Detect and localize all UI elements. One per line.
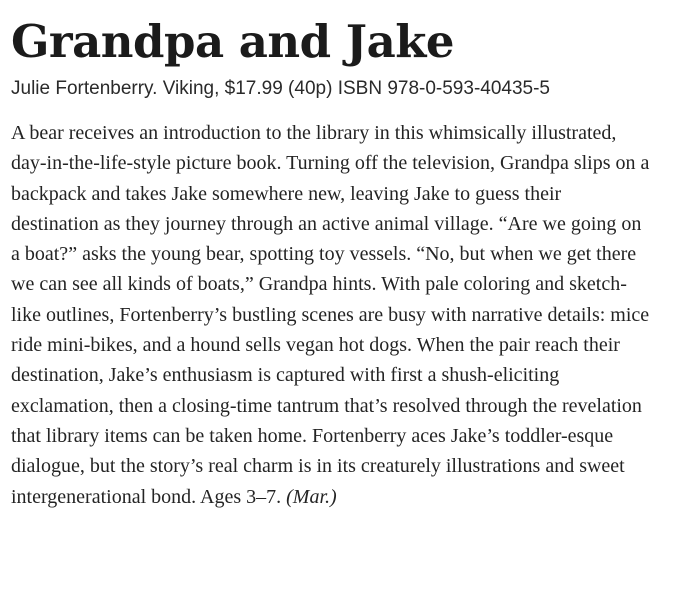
- book-review: [11, 0, 681, 512]
- issue-date: (Mar.): [286, 485, 337, 508]
- review-body: [11, 118, 651, 512]
- review-title: Grandpa and Jake: [11, 15, 455, 68]
- review-text: A bear receives an introduction to the library in this whimsically illustrated, day-in-the-life-style picture book. Turning off the television, Grandpa slips on a backpack and takes Jake somewhere new, leaving Jake to guess their destination as they journey through an active animal village. “Are we going on a boat?” asks the young bear, spotting toy vessels. “No, but when we get there we can see all kinds of boats,” Grandpa hints. With pale coloring and sketch-like outlines, Fortenberry’s bustling scenes are busy with narrative details: mice ride mini-bikes, and a hound sells vegan hot dogs. When the pair reach their destination, Jake’s enthusiasm is captured with first a shush-eliciting exclamation, then a closing-time tantrum that’s resolved through the revelation that library items can be taken home. Fortenberry aces Jake’s toddler-esque dialogue, but the story’s real charm is in its creaturely illustrations and sweet intergenerational bond. Ages 3–7.: [11, 122, 650, 508]
- book-metadata: Julie Fortenberry. Viking, $17.99 (40p) ISBN 978-0-593-40435-5: [11, 78, 550, 99]
